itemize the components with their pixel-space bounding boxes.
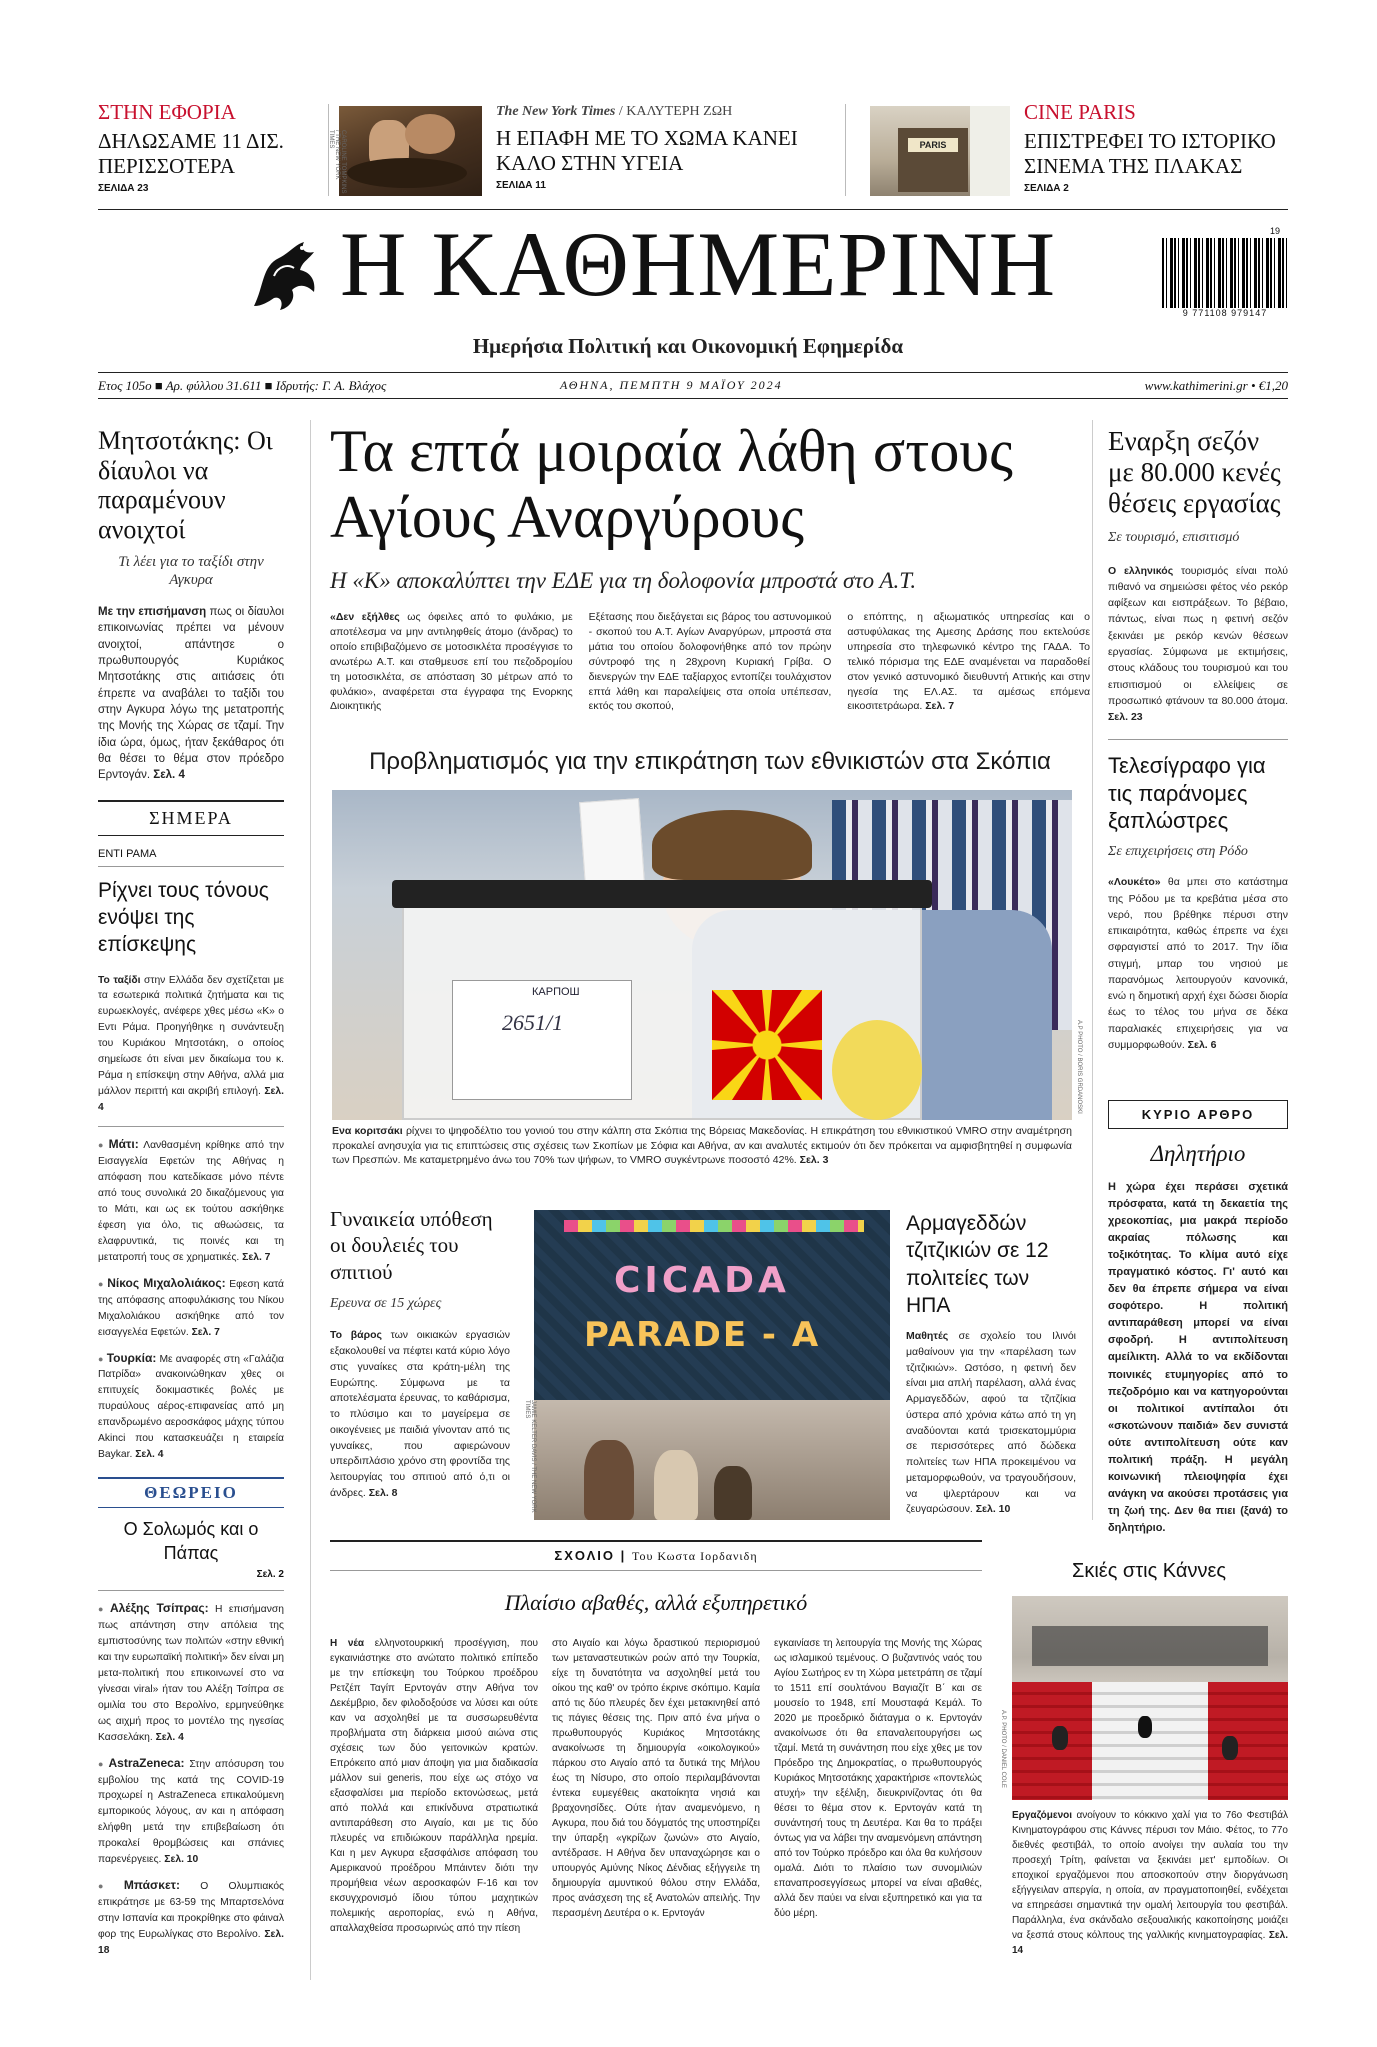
jobs-body: Ο ελληνικός τουρισμός είναι πολύ πιθανό να σημειώσει φέτος νέο ρεκόρ αφίξεων και εισπράξεων. Το βέβαιο, πάντως, είναι πως η φετινή σεζόν ξεκινάει με ρεκόρ κενών θέσεων εργασίας. Σύμφωνα με εκτιμήσεις, στους κλάδους του τουρισμού και του επισιτισμού οι ελλείψεις σε προσωπικό φτάνουν τα 80.000 άτομα. Σελ. 23	[1108, 564, 1288, 724]
jobs-title[interactable]: Εναρξη σεζόν με 80.000 κενές θέσεις εργασίας	[1108, 426, 1281, 519]
rama-kicker: ΕΝΤΙ ΡΑΜΑ	[98, 848, 284, 867]
cicada-body: Μαθητές σε σχολείο του Ιλινόι μαθαίνουν για την «παρέλαση των τζιτζικιών». Ωστόσο, η φετινή δεν είναι μια απλή παρέλαση, αλλά ένας Αρμαγεδδών, αφού τα τζιτζίκια ύστερα από χρόνια κάτω από τη γη αναδύονται κατά τρισεκατομμύρια σε περισσότερες από δώδεκα πολιτείες των ΗΠΑ προκειμένου να μεταμορφωθούν, να τραγουδήσουν, να ψλερτάρουν και να ζευγαρώσουν. Σελ. 10	[906, 1330, 1076, 1516]
barcode	[1162, 238, 1288, 308]
barcode-issue: 19	[1270, 226, 1281, 236]
cicada-title[interactable]: Αρμαγεδδών τζιτζικιών σε 12 πολιτείες των ΗΠΑ	[906, 1212, 1049, 1317]
cicada-sign-line-2: PARADE - A	[584, 1315, 821, 1355]
editorial-title[interactable]: Δηλητήριο	[1150, 1141, 1246, 1166]
scholio-title[interactable]: Πλαίσιο αβαθές, αλλά εξυπηρετικό	[504, 1590, 808, 1615]
cannes-photo[interactable]	[1012, 1596, 1288, 1800]
brief-list	[98, 1126, 284, 1463]
skopje-photo[interactable]	[332, 790, 1072, 1120]
divider	[310, 420, 311, 1980]
griffin-logo-icon	[244, 236, 324, 316]
rama-body: Το ταξίδι στην Ελλάδα δεν σχετίζεται με τα εσωτερικά πολιτικά ζητήματα και τις ευρωεκλογές, ανέφερε χθες μέσω «Κ» ο Εντι Ράμα. Προηγήθηκε η συνάντευξη του Κυριάκου Μητσοτάκη, ο οποίος σημείωσε ότι είναι μεν δικαίωμα του κ. Ράμα η επίσκεψη στην Αθήνα, αλλά μια μάλλον περιττή και ακριβή επιλογή. Σελ. 4	[98, 974, 284, 1114]
photo-credit: JAMIE KELTER DAVIS / THE NEW YORK TIMES	[524, 1400, 536, 1513]
right-column	[1108, 426, 1288, 1053]
rule	[98, 209, 1288, 210]
rule	[98, 398, 1288, 399]
main-col-3: ο επόπτης, η αξιωματικός υπηρεσίας και ο αστυφύλακας της Αμεσης Δράσης που εκτελούσε υπηρεσία στο τηλεφωνικό κέντρο της ΓΑΔΑ. Το τελικό πόρισμα της ΕΔΕ αναμένεται να παραδοθεί στον γενικό αστυνομικό διευθυντή Αττικής και στην ηγεσία της ΕΛ.ΑΣ. τα αμέσως επόμενα εικοσιτετράωρα. Σελ. 7	[847, 611, 1091, 713]
scholio-label: ΣΧΟΛΙΟ	[554, 1548, 616, 1563]
cicada-photo[interactable]	[534, 1210, 890, 1520]
theorio-page: Σελ. 2	[256, 1568, 284, 1580]
brief-item[interactable]: ● Νίκος Μιχαλολιάκος: Εφεση κατά της απόφασης αποφυλάκισης του Νίκου Μιχαλολιάκου ασκήθηκε από τον εισαγγελέα Εφετών. Σελ. 7	[98, 1274, 284, 1341]
teaser-title: ΔΗΛΩΣΑΜΕ 11 ΔΙΣ. ΠΕΡΙΣΣΟΤΕΡΑ	[98, 129, 284, 179]
photo-credit: CAROLINE TOMPKINS / THE NEW YORK TIMES	[328, 130, 346, 194]
cannes-title[interactable]: Σκιές στις Κάννες	[1071, 1560, 1226, 1582]
teaser-label: / ΚΑΛΥΤΕΡΗ ΖΩΗ	[618, 104, 733, 119]
photo-credit: A.P. PHOTO / DANIEL COLE	[1000, 1710, 1006, 1788]
theorio-title[interactable]: Ο Σολωμός και ο Πάπας	[123, 1519, 259, 1563]
ballot-number: 2651/1	[502, 1010, 564, 1035]
editorial-box	[1108, 1100, 1288, 1537]
rule	[98, 372, 1288, 373]
ballot-label: КАРПОШ	[532, 986, 580, 998]
main-headline[interactable]: Τα επτά μοιραία λάθη στους Αγίους Αναργύρους	[330, 418, 1013, 550]
brief-item[interactable]: ● AstraZeneca: Στην απόσυρση του εμβολίου της κατά της COVID-19 προχωρεί η AstraZeneca επικαλούμενη εμπορικούς λόγους, αν και η απόφαση ελήφθη μετά την επιβεβαίωση ότι προκαλεί θρομβώσεις και σπάνιες παρενέργειες. Σελ. 10	[98, 1754, 284, 1869]
cicada-sign-line-1: CICADA	[614, 1260, 790, 1301]
nyt-logo: The New York Times	[496, 104, 616, 119]
rhodes-title[interactable]: Τελεσίγραφο για τις παράνομες ξαπλώστρες	[1108, 753, 1266, 834]
scholio-body	[330, 1636, 982, 1936]
teaser-title: Η ΕΠΑΦΗ ΜΕ ΤΟ ΧΩΜΑ ΚΑΝΕΙ ΚΑΛΟ ΣΤΗΝ ΥΓΕΙΑ	[496, 126, 798, 176]
barcode-number: 9 771108 979147	[1182, 308, 1268, 318]
teaser-2[interactable]	[496, 104, 836, 191]
teaser-photo-cinema[interactable]	[870, 106, 1010, 196]
dateline-right: www.kathimerini.gr • €1,20	[1144, 378, 1288, 393]
dateline-left: Ετος 105ο ■ Αρ. φύλλου 31.611 ■ Ιδρυτής: Γ. Α. Βλάχος	[98, 378, 387, 393]
editorial-body: Η χώρα έχει περάσει σχετικά πρόσφατα, κατά τη δεκαετία της χρεοκοπίας, μια μακρά περίοδο ακραίας πόλωσης και τοξικότητας. Το κλίμα αυτό είχε πραγματικό κόστος. Γι' αυτό και δεν θα έπρεπε σήμερα να είναι σοφότερο. Η πολιτική αντιπαράθεση μπορεί να είναι σφοδρή. Η αντιπολίτευση αμείλικτη. Αλλά το να εκδίδονται ποινικές ετυμηγορίες από το πεζοδρόμιο και να κατηγορούνται οι πολιτικοί αντίπαλοι ότι «σκοτώνουν παιδιά» δεν συνιστά ούτε αντιπολίτευση ούτε καν πολιτική πράξη. Η μεγάλη κοινωνική πλειοψηφία έχει ανάγκη να ακούσει προτάσεις για τη ζωή της. Δεν θα πιει (ξανά) το δηλητήριο.	[1108, 1181, 1288, 1534]
dateline-date: ΑΘΗΝΑ, ΠΕΜΠΤΗ 9 ΜΑΪΟΥ 2024	[560, 378, 783, 392]
teaser-title: ΕΠΙΣΤΡΕΦΕΙ ΤΟ ΙΣΤΟΡΙΚΟ ΣΙΝΕΜΑ ΤΗΣ ΠΛΑΚΑΣ	[1024, 129, 1276, 179]
main-body	[330, 610, 1090, 714]
women-body: Το βάρος των οικιακών εργασιών εξακολουθεί να πέφτει κατά κύριο λόγο στις γυναίκες στα κράτη-μέλη της Ευρώπης. Σύμφωνα με τα αποτελέσματα έρευνας, το καθάρισμα, το πλύσιμο και το μαγείρεμα σε οικογένειες με παιδιά γίνονταν από τις γυναίκες, που αφιερώνουν υπερδιπλάσιο χρόνο στη φροντίδα της λειτουργίας του σπιτιού από ό,τι οι άνδρες. Σελ. 8	[330, 1329, 510, 1499]
women-subtitle: Ερευνα σε 15 χώρες	[330, 1295, 442, 1311]
lead-subtitle: Τι λέει για το ταξίδι στην Αγκυρα	[118, 553, 264, 589]
scholio-header: ΣΧΟΛΙΟ | Του Κωστα Ιορδανιδη	[554, 1548, 758, 1563]
rule	[330, 1540, 982, 1542]
cinema-sign: PARIS	[908, 138, 958, 152]
skopje-caption: Ενα κοριτσάκι ρίχνει το ψηφοδέλτιο του γονιού του στην κάλπη στα Σκόπια της Βόρειας Μακεδονίας. Η επικράτηση του εθνικιστικού VMRO στην αναμέτρηση προκαλεί ανησυχία για τις επιπτώσεις στις σχέσεις των Σκοπίων με Σόφια και Αθήνα, αν και αναλυτές εκτιμούν ότι δεν πρόκειται να αμφισβητηθεί η συμφωνία των Πρεσπών. Με καταμετρημένο άνω του 70% των ψήφων, το VMRO συγκέντρωνε ποσοστό 42%. Σελ. 3	[332, 1125, 1073, 1167]
brief-list-2	[98, 1590, 284, 1959]
photo-credit: A.P PHOTO / BORIS GRDANOSKI	[1076, 1020, 1082, 1114]
masthead-subtitle: Ημερήσια Πολιτική και Οικονομική Εφημερίδα	[472, 334, 904, 358]
lead-title[interactable]: Μητσοτάκης: Οι δίαυλοι να παραμένουν ανοιχτοί	[98, 426, 273, 544]
scholio-col-2: στο Αιγαίο και λόγω δραστικού περιορισμού των μεταναστευτικών ροών από την Τουρκία, είχε τη δυνατότητα να ασχοληθεί μετά του οίκου της καθ' ον τρόπο έκρινε σκόπιμο. Καμία από τις δύο πλευρές δεν έχει μετακινηθεί από τις πάγιες θέσεις της. Πριν από ένα μήνα ο πρωθυπουργός Κυριάκος Μητσοτάκης ανακοίνωσε τη δημιουργία «οικολογικού» πάρκου στο Αιγαίο από τα δυτικά της Μήλου έως τη Νίσυρο, στο οποίο περιλαμβάνονται έντεκα ευμεγέθεις ακατοίκητα νησιά και βραχονησίδες. Ούτε ήταν αναμενόμενο, η Αγκυρα, που διά του δόγματός της υποστηρίζει την ύπαρξη «γκρίζων ζωνών» στο Αιγαίο, αντέδρασε. Η Αθήνα δεν υπαναχώρησε και ο υπουργός Αμύνης Νίκος Δένδιας εξήγγειλε τη δημιουργία αμυντικού θόλου στην Ελλάδα, προς ανάσχεση της εξ Ανατολών απειλής. Την περασμένη Δευτέρα ο κ. Ερντογάν	[552, 1638, 760, 1919]
kyrio-arthro-label: ΚΥΡΙΟ ΑΡΘΡΟ	[1108, 1100, 1288, 1129]
main-col-2: Εξέτασης που διεξάγεται εις βάρος του αστυνομικού - σκοπού του Α.Τ. Αγίων Αναργύρων, μπροστά στα μάτια του οποίου δολοφονήθηκε από τον πρώην σύντροφό της η 28χρονη Κυριακή Γρίβα. Ο διενεργών την ΕΔΕ ταξίαρχος εντοπίζει τουλάχιστον επτά λάθη και παραλείψεις στα οποία υπέπεσαν, εκτός του σκοπού,	[588, 611, 832, 713]
lead-body: Με την επισήμανση πως οι δίαυλοι επικοινωνίας πρέπει να μένουν ανοιχτοί, απάντησε ο πρωθυπουργός Κυριάκος Μητσοτάκης στις αιτιάσεις ότι έπρεπε να αναβάλει το ταξίδι του στην Αγκυρα λόγω της μετατροπής της Μονής της Χώρας σε τζαμί. Την ίδια ώρα, όμως, ήταν ξεκάθαρος ότι θα θέσει το θέμα στον πρόεδρο Ερντογάν. Σελ. 4	[98, 606, 284, 782]
brief-item[interactable]: ● Μάτι: Λανθασμένη κρίθηκε από την Εισαγγελία Εφετών της Αθήνας η απόφαση που κατεδίκασε μόνο πέντε από τους συνολικά 20 δικαζόμενους για το Μάτι, και ως εκ τούτου ασκήθηκε έφεση για όλο, τις αθωώσεις, τα ελαφρυντικά, τις ποινές και τη μετατροπή τους σε χρηματικές. Σελ. 7	[98, 1135, 284, 1266]
scholio-col-1: Η νέα ελληνοτουρκική προσέγγιση, που εγκαινιάστηκε στο ανώτατο πολιτικό επίπεδο με την επίσκεψη του Τούρκου προέδρου Ρετζέπ Ταγίπ Ερντογάν στην Αθήνα τον Δεκέμβριο, δεν φιλοδοξούσε να λύσει και ούτε καν να ασχοληθεί με τα συσσωρευθέντα προβλήματα στη διάρκεια μισού αιώνα στις σχέσεις των δύο γειτονικών κρατών. Επρόκειτο από μιαν άποψη για μια διαδικασία μάλλον sui generis, που είχε ως στόχο να εξασφαλίσει μια περίοδο εκτονώσεως, μετά από πολλά και επικίνδυνα στρατιωτικά αντιπαράθεση στο Αιγαίο, και με τις δύο πλευρές να επιδιώκουν παράλληλα ηρεμία. Και η μεν Αγκυρα εξασφάλισε απόφαση του Αμερικανού προέδρου Μπάιντεν διότι την προμήθεια νέων αεροσκαφών F-16 και τον εκσυγχρονισμό ίδιου τύπου μαχητικών πολεμικής αεροπορίας, ενώ η Αθήνα, απαλλαχθείσα προσωρινώς από την πίεση	[330, 1638, 538, 1934]
left-column	[98, 426, 284, 1959]
women-story	[330, 1206, 510, 1502]
jobs-subtitle: Σε τουρισμό, επισιτισμό	[1108, 530, 1240, 546]
teaser-page: ΣΕΛΙΔΑ 11	[496, 180, 546, 192]
rhodes-body: «Λουκέτο» θα μπει στο κατάστημα της Ρόδου με τα κρεβάτια μέσα στο νερό, που βρέθηκε πέρυσι στην επικαιρότητα, καθώς έπρεπε να έχει σφραγιστεί από το 2017. Την ίδια στιγμή, μπαρ του νησιού με παρανόμως λειτουργούν κανονικά, ενώ η δημοτική αρχή έχει δώσει διορία έως το τέλος του μήνα σε δέκα παραλιακές επιχειρήσεις για να συμμορφωθούν. Σελ. 6	[1108, 876, 1288, 1051]
macedonia-flag-icon	[712, 990, 822, 1100]
masthead-title: Η ΚΑΘΗΜΕΡΙΝΗ	[340, 213, 1057, 315]
rule	[330, 1570, 982, 1571]
scholio-col-3: εγκαινίασε τη λειτουργία της Μονής της Χώρας ως ισλαμικού τεμένους. Ο βυζαντινός ναός του Αγίου Σωτήρος εν τη Χώρα μετετράπη σε τζαμί το 1511 επί σουλτάνου Βαγιαζίτ Β΄ και σε μουσείο το 1948, επί Μουσταφά Κεμάλ. Το 2020 με προεδρικό διάταγμα ο κ. Ερντογάν ανακοίνωσε ότι θα επαναλειτουργήσει ως τζαμί. Μετά τη συνάντηση που είχε χθες με τον Πρόεδρο της Δημοκρατίας, ο πρωθυπουργός Κυριάκος Μητσοτάκης χαρακτήρισε «ποντελώς ατυχή» την εξέλιξη, διευκρινίζοντας ότι θα θέσει το θέμα στον κ. Ερντογάν κατά τη συνάντησή τους τη Δευτέρα. Και θα το πράξει όντως για να λάβει την αναμενόμενη απάντηση από τον Τούρκο πρόεδρο και όλα θα κυλήσουν ομαλά. Διότι το πλαίσιο των συνομιλιών επαναπροσεγγίσεως μπορεί να είναι αβαθές, αλλά δεν παύει να είναι εξυπηρετικό και για τα δύο μέρη.	[774, 1638, 982, 1919]
skopje-headline[interactable]: Προβληματισμός για την επικράτηση των εθνικιστών στα Σκόπια	[369, 748, 1051, 775]
teaser-3[interactable]	[1024, 102, 1284, 194]
theorio-label: ΘΕΩΡΕΙΟ	[98, 1477, 284, 1508]
teaser-label: CINE PARIS	[1024, 100, 1136, 124]
rama-title[interactable]: Ρίχνει τους τόνους ενόψει της επίσκεψης	[98, 878, 269, 957]
scholio-author: Του Κωστα Ιορδανιδη	[631, 1549, 758, 1563]
simera-label: ΣΗΜΕΡΑ	[98, 800, 284, 836]
brief-item[interactable]: ● Μπάσκετ: Ο Ολυμπιακός επικράτησε με 63-59 της Μπαρτσελόνα στην Ισπανία και προκρίθηκε στο φάιναλ φορ της Ευρωλίγκας στο Βερολίνο. Σελ. 18	[98, 1876, 284, 1959]
divider	[845, 104, 846, 196]
brief-item[interactable]: ● Τουρκία: Με αναφορές στη «Γαλάζια Πατρίδα» ανακοινώθηκαν χθες οι επιτυχείς δοκιμαστικές βολές με πυραύλους αέρος-επιφανείας από μη επανδρωμένο αεροσκάφος μάχης τύπου Akinci που κατασκευάζει η εταιρεία Baykar. Σελ. 4	[98, 1349, 284, 1464]
teaser-photo-soil[interactable]	[339, 106, 482, 196]
teaser-page: ΣΕΛΙΔΑ 23	[98, 183, 149, 195]
teaser-1[interactable]	[98, 102, 318, 194]
teaser-label: ΣΤΗΝ ΕΦΟΡΙΑ	[98, 100, 236, 124]
teaser-page: ΣΕΛΙΔΑ 2	[1024, 183, 1069, 195]
brief-item[interactable]: ● Αλέξης Τσίπρας: Η επισήμανση πως απάντηση στην απόλεια της εμπιστοσύνης των πολιτών «στην εθνική και την ευρωπαϊκή πολιτική» δεν είναι μη μετα-πολιτική που επικοινωνεί στο να γίνεσαι viral» ήταν του Αλέξη Τσίπρα σε ομιλία του στο Βερολίνο, ερμηνεύθηκε ως αιχμή προς το μοντέλο της ηγεσίας Κασσελάκη. Σελ. 4	[98, 1599, 284, 1746]
cannes-caption: Εργαζόμενοι ανοίγουν το κόκκινο χαλί για το 76ο Φεστιβάλ Κινηματογράφου στις Κάννες πέρυσι τον Μάιο. Φέτος, το 77ο διεθνές φεστιβάλ, το οποίο ανοίγει την αυλαία του την προσεχή Τρίτη, φαίνεται να ξεκινάει μετ' εμποδίων. Οι εποχικοί εργαζόμενοι που αποσκοπούν στην διοργάνωση εξήγγειλαν απεργία, η οποία, αν πραγματοποιηθεί, ενδέχεται να επηρεάσει σημαντικά την ομαλή λειτουργία του φεστιβάλ. Παράλληλα, ένα σκάνδαλο σεξουαλικής κακοποίησης μοιάζει να ξεσπά στους κόλπους της γαλλικής κινηματογραφίας. Σελ. 14	[1012, 1810, 1288, 1956]
main-subhead: Η «Κ» αποκαλύπτει την ΕΔΕ για τη δολοφονία μπροστά στο Α.Τ.	[330, 568, 917, 593]
main-col-1: «Δεν εξήλθες ως όφειλες από το φυλάκιο, με αποτέλεσμα να μην αντιληφθείς άτομο (άνδρας) το οποίο επιβιβαζόμενο σε μοτοσικλέτα προσέγγισε το ανωτέρω Α.Τ. και σταθμευσε επί του πεζοδρομίου τη μοτοσικλέτα, σε απόσταση 30 μέτρων από το φυλάκιο», αναφέρεται στα έγγραφα της Ενορκης Διοικητικής	[330, 611, 573, 713]
women-title[interactable]: Γυναικεία υπόθεση οι δουλειές του σπιτιού	[330, 1207, 493, 1284]
divider	[1092, 420, 1093, 1520]
cicada-story	[906, 1210, 1076, 1518]
rhodes-subtitle: Σε επιχειρήσεις στη Ρόδο	[1108, 843, 1248, 859]
